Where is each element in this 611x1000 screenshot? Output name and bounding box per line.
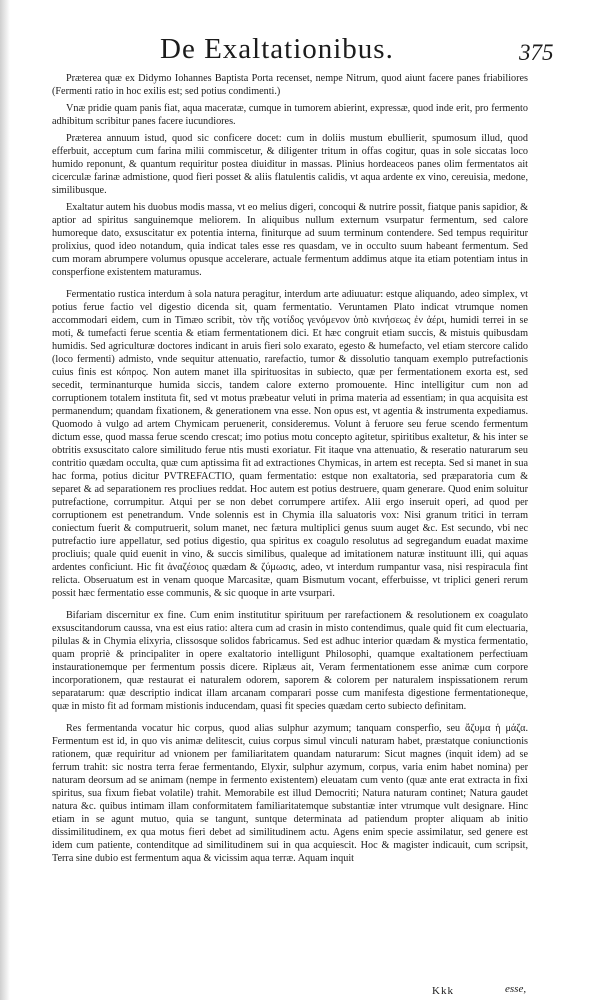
page-number: 375 <box>519 40 554 65</box>
page-header <box>0 30 611 72</box>
running-head: De Exaltationibus. <box>160 33 394 65</box>
paragraph-vuae: Vnæ pridie quam panis fiat, aqua maceratæ, cumque in tumorem abierint, expressæ, quod inde erit, pro fermento adhibitum scribitur panes facere iucundiores. <box>52 103 528 127</box>
paragraph-porta-nitrum: Præterea quæ ex Didymo Iohannes Baptista Porta recenset, nempe Nitrum, quod aiunt facere panes friabiliores (Fermenti ratio in hoc exilis est; sed potius condimenti.) <box>52 73 528 97</box>
paragraph-res-fermentanda: Res fermentanda vocatur hic corpus, quod alias sulphur azymum; tanquam consperfio, seu ἄζυμα ἡ μάζα. Fermentum est id, in quo vis animæ delitescit, cuius corpus simul vinculi naturam habet, præstatque coniunctionis rationem, quæ requiritur ad vnionem per familiaritatem quandam naturarum: Sicut magnes (inquit idem) ad se ferrum trahit: sic nostra terra ferae fermentando, Elyxir, sulphur azymum, corpus, varia enim habet nomina) per naturam deorsum ad se animam (nempe in fermento existentem) eleuatam cum vento (quæ ante erat extracta in fixi spiritus, sua fixum fiebat volatile) trahit. Memorabile est illud Democriti; Natura naturam continet; Natura gaudet natura &c. quibus intimam illam conformitatem familiaritatemque substantiæ inter vtrumque vult designare. Hinc etiam in se agunt mutuo, quia se tangunt, suntque determinata ad patiendum propter aliquam ab initio dissimilitudinem, ex qua motus fieri debet ad similitudinem actu. Agens enim specie assimilatur, sed genere est idem cum patiente, contenditque ad similitudinem sui in qua acquiescit. Hoc & magister indicauit, cum scripsit, Terra sine dubio est fermentum aqua & vicissim aqua terræ. Aquam inquit <box>52 723 528 864</box>
paragraph-bifariam: Bifariam discernitur ex fine. Cum enim institutitur spirituum per rarefactionem & resolutionem ex coagulato exsuscitandorum caussa, vna est eius ratio: altera cum ad crasin in misto contendimus, quale quid fit cum electuaria, pilulas & in Chymia elixyria, clissosque solidos fabricamus. Sed est adhuc interior quædam & mystica fermentatio, quam propriè & principaliter in opere exaltatorio intelligunt Philosophi, quamque exaltationem perfectiuam instaurationemque per fermentum possis dicere. Riplæus ait, Veram fermentationem esse animæ cum corpore incorporationem, quæ restaurat ei naturalem odorem, saporem & colorem per naturalem inspissationem rerum separatarum: quæ descriptio indicat illam arcanam comparari posse cum manifesta digestione fermentationeque, quæ in misto fit ad formam mistionis inducendam, quasi fit species quædam certo subiecto definitam. <box>52 610 528 712</box>
paragraph-fermentatio-rustica: Fermentatio rustica interdum à sola natura peragitur, interdum arte adiuuatur: estque aliquando, adeo simplex, vt potius ferue factio vel digestio dicenda sit, quam fermentatio. Veruntamen Plato indicat vtrumque nomen accommodari eidem, cum in Timæo scribit, τὸν τῆς νοτίδος γενόμενον ὑπὸ κινήσεως ἐν ἀέρι, humidi terrei in se moti, & tumefacti ferue scentia & etiam fermentationem dici. Et hæc congruit etiam succis, & mistuis quibusdam humidis. Sed agriculturæ doctores indicant in aruis fieri solo exarato, egesto & humefacto, vel etiam stercore calido (loco fermenti) admisto, vnde sequitur attenuatio, rarefactio, tumor & dissolutio tanquam exemplo putrefactionis cuius finis est κόπρος. Non autem manet illa spirituositas in subiecto, quæ per fermentationem exorta est, sed secedit, terminanturque humida siccis, tandem calore externo promouente. Hinc intelligitur cum non ad corruptionem totalem instituta fit, sed vt motus præbeatur veluti in prima materia ad essentiam; in qua acquisita est permanendum; quandam fixationem, & generationem vna esse. Non opus est, vt agentia & instrumenta expediamus. Quomodo à vulgo ad artem Chymicam peruenerit, consideremus. Volunt à feruore seu ferue scendo fermentum dictum esse, quod massa ferue scendo crescat; imo potius motu concepto agitetur, spiritibus exaltetur, & his inter se obtritis exsuscitato calore similitudo ferue ntis musti exoriatur. Fit itaque vna attenuatio, & reseratio naturarum seu contritio quædam occulta, quæ cum aptissima fit ad extractiones Chymicas, in artem est recepta. Sed si manet in sua hac forma, potius dicitur PVTREFACTIO, quam fermentatio: estque non exaltatoria, sed præparatoria cum & separet & ad separationem res procliues reddat. Hoc autem est potius destruere, quam generare. Quod enim soluitur putrefactione, corrumpitur. Atqui per se non debet corrumpere artifex. Alii ergo inseruit operi, ad quod per corruptionem est penetrandum. Vnde solennis est in Chymia illa saluatoris vox: Nisi granum tritici in terram coniectum fuerit & computruerit, solum manet, nec fætura multiplici genus suum auget &c. Est secundo, vbi nec putrefactio iure appellatur, sed potius digestio, qua spiritus ex coagulo resolutus ad segregandum euadat maxime procliuis; quale quid euenit in vino, & succis similibus, qualeque ad imitationem naturæ instituunt illi, qui aquas ardentes conficiunt. Hic fit ἀναζέσιος quædam & ζύμωσις, adeo, vt interdum rumpantur vasa, nisi respiracula fint relicta. Obseruatum est in venam quoque Marcasitæ, quam Bismutum vocant, efferbuisse, vt triplici generi rerum possit hæc fermentatio esse communis, & sic quoque in arte vsurpari. <box>52 289 528 599</box>
paragraph-annuum: Præterea annuum istud, quod sic conficere docet: cum in doliis mustum ebullierit, spumosum illud, quod efferbuit, acceptum cum farina milii commiscetur, & diligenter tritum in offas cogitur, quas in sole siccatas loco humido reponunt, & quantum requiritur postea diuiditur in massas. Plinius hordeaceos panes olim fermentatos ait cicerculæ farinæ admistione, quod fieri posset & aliis flatulentis calidis, vt aqua ardente ex vino, cereuisia, medone, similibusque. <box>52 133 528 196</box>
catchword: esse, <box>505 983 527 995</box>
body-text <box>52 72 528 869</box>
paragraph-exaltatur: Exaltatur autem his duobus modis massa, vt eo melius digeri, concoqui & nutrire possit, fiatque panis sapidior, & aptior ad spiritus sanguinemque meliorem. In aliquibus nullum externum vsurpatur fermentum, sed calore humoreque dato, exsuscitatur ex potentia interna, finiturque ad suum terminum contendere. Sed tempus requiritur prolixius, quod ideo notandum, quia indicat tales esse res quasdam, ve in occulto suum habeant fermentum. Sed cum moram abrumpere volumus opusque accelerare, actuale fermentum addimus atque ita etiam potentiam intus in consperfione existentem maturamus. <box>52 202 528 278</box>
signature-mark: Kkk <box>432 985 454 997</box>
binding-gutter <box>0 0 10 1000</box>
